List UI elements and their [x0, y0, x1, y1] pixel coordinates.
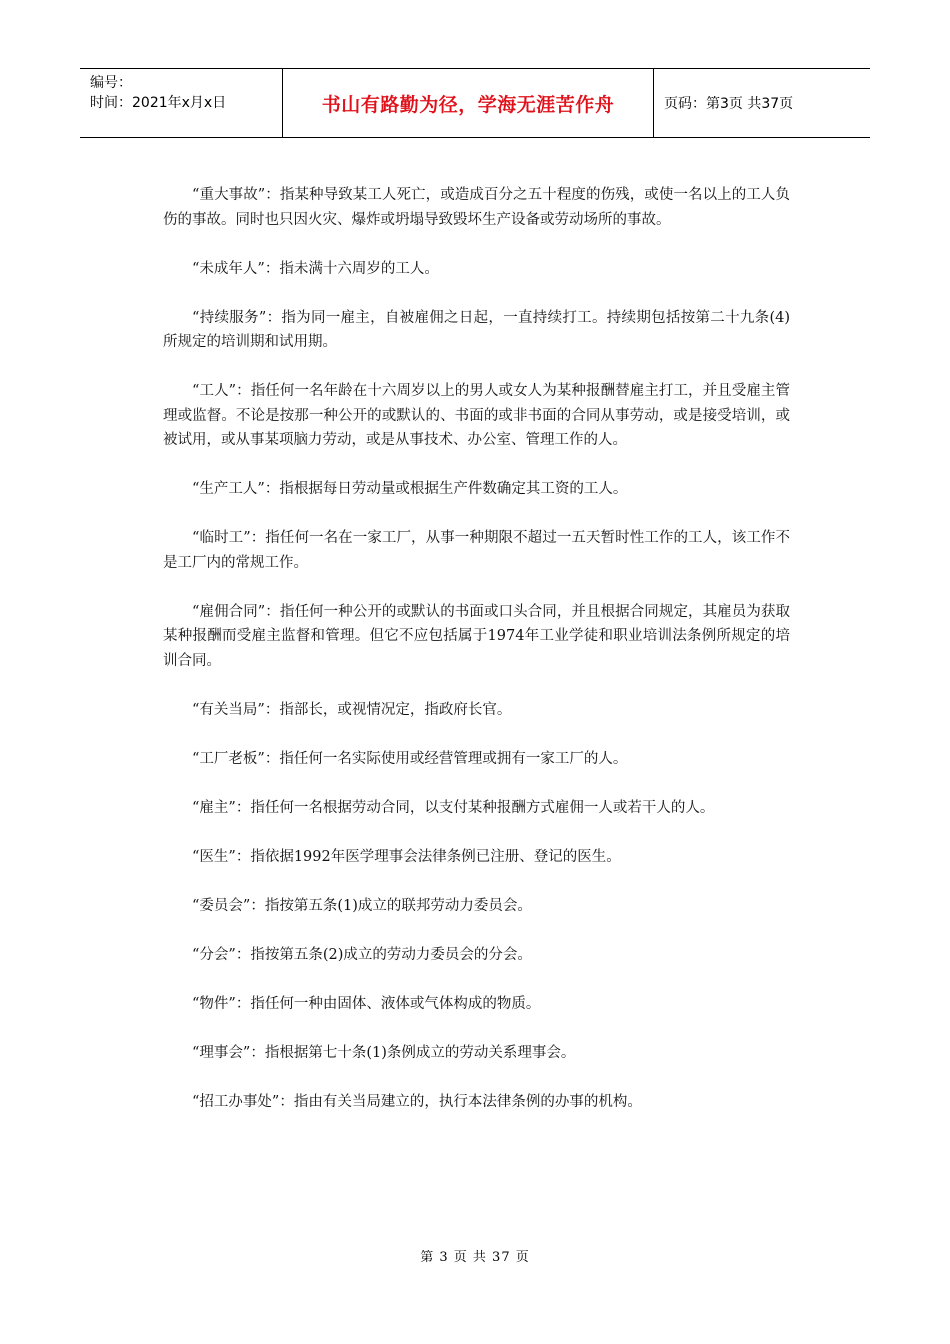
definition-paragraph: “雇主”：指任何一名根据劳动合同，以支付某种报酬方式雇佣一人或若干人的人。	[192, 799, 715, 816]
page-footer: 第 3 页 共 37 页	[420, 1250, 530, 1265]
definition-paragraph: “招工办事处”：指由有关当局建立的，执行本法律条例的办事的机构。	[192, 1093, 642, 1110]
definition-paragraph: “生产工人”：指根据每日劳动量或根据生产件数确定其工资的工人。	[192, 481, 628, 497]
definition-paragraph: “雇佣合同”：指任何一种公开的或默认的书面或口头合同，并且根据合同规定，其雇员为获取某种报酬而受雇主监督和管理。但它不应包括属于1974年工业学徒和职业培训法条例所规定的培训合同。	[163, 603, 790, 669]
definition-paragraph: “临时工”：指任何一名在一家工厂，从事一种期限不超过一五天暂时性工作的工人，该工作不是工厂内的常规工作。	[163, 530, 790, 571]
definition-paragraph: “委员会”：指按第五条(1)成立的联邦劳动力委员会。	[192, 897, 532, 914]
definition-paragraph: “理事会”：指根据第七十条(1)条例成立的劳动关系理事会。	[192, 1044, 576, 1061]
definition-paragraph: “工人”：指任何一名年龄在十六周岁以上的男人或女人为某种报酬替雇主打工，并且受雇主管理或监督。不论是按那一种公开的或默认的、书面的或非书面的合同从事劳动，或是接受培训，或被试用，或从事某项脑力劳动，或是从事技术、办公室、管理工作的人。	[163, 383, 790, 448]
definition-paragraph: “工厂老板”：指任何一名实际使用或经营管理或拥有一家工厂的人。	[192, 750, 628, 767]
document-body	[163, 183, 790, 1139]
header-date-label: 时间：2021年x月x日	[90, 95, 227, 111]
definition-paragraph: “分会”：指按第五条(2)成立的劳动力委员会的分会。	[192, 946, 532, 963]
page-header	[80, 68, 870, 138]
definition-paragraph: “重大事故”：指某种导致某工人死亡，或造成百分之五十程度的伤残，或使一名以上的工人负伤的事故。同时也只因火灾、爆炸或坍塌导致毁坏生产设备或劳动场所的事故。	[163, 187, 790, 228]
definition-paragraph: “医生”：指依据1992年医学理事会法律条例已注册、登记的医生。	[192, 848, 621, 865]
definition-paragraph: “有关当局”：指部长，或视情况定，指政府长官。	[192, 701, 512, 718]
header-left-cell	[80, 69, 283, 137]
definition-paragraph: “物件”：指任何一种由固体、液体或气体构成的物质。	[192, 995, 541, 1012]
header-motto: 书山有路勤为径，学海无涯苦作舟	[321, 93, 615, 116]
header-number-label: 编号：	[90, 75, 132, 91]
header-page-cell	[664, 69, 870, 137]
definition-paragraph: “未成年人”：指未满十六周岁的工人。	[192, 260, 439, 277]
definition-paragraph: “持续服务”：指为同一雇主，自被雇佣之日起，一直持续打工。持续期包括按第二十九条(4)所规定的培训期和试用期。	[163, 309, 790, 350]
header-page-info: 页码：第3页 共37页	[664, 96, 794, 112]
header-motto-cell	[283, 69, 654, 137]
